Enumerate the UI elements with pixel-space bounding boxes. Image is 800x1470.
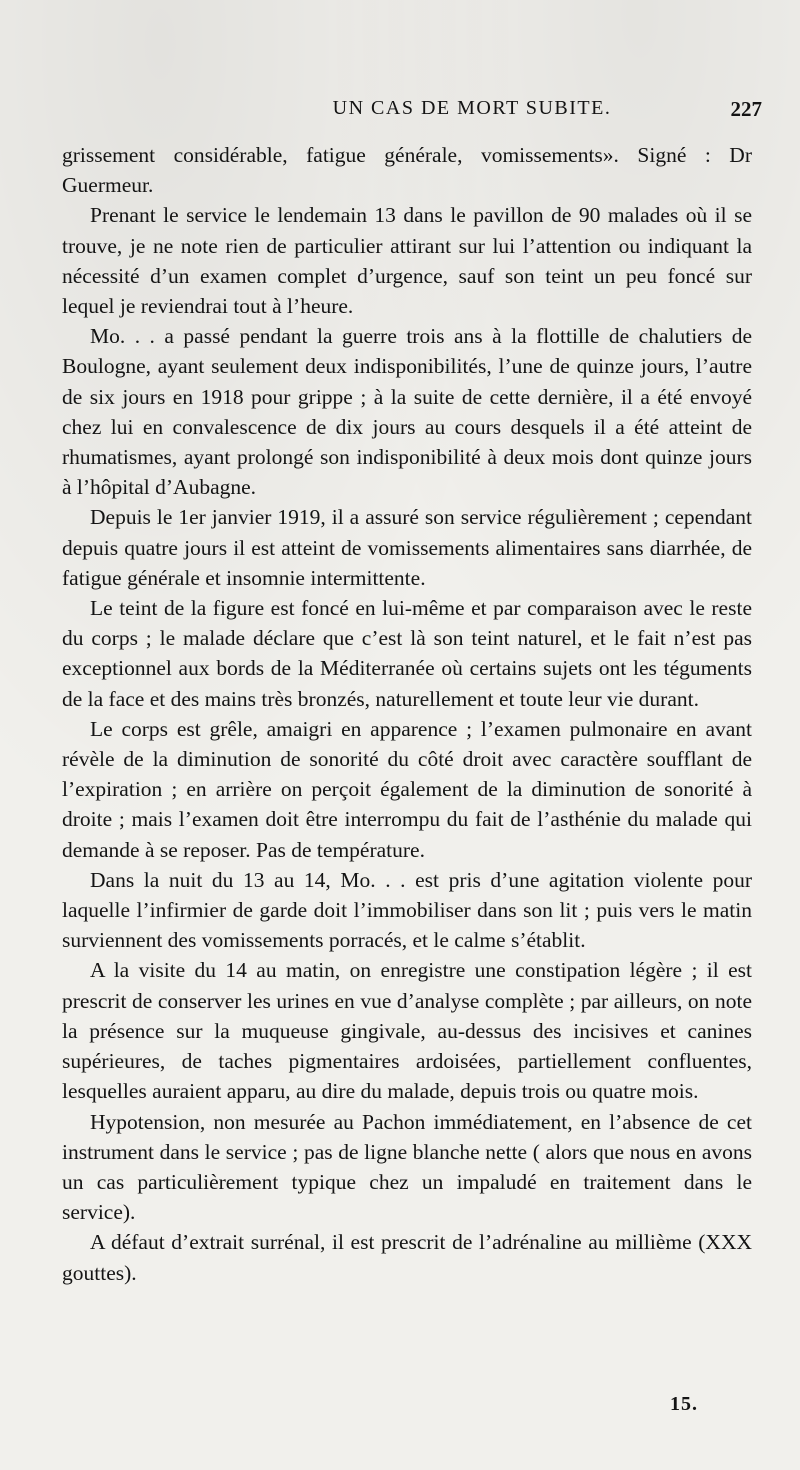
- page-number: 227: [730, 97, 762, 121]
- paragraph-8: A la visite du 14 au matin, on enregistre une constipation légère ; il est prescrit de conserver les urines en vue d’analyse complète ; par ailleurs, on note la présence sur la muqueuse gingivale, au-dessus des incisives et canines supérieures, de taches pigmentaires ardoisées, partiellement confluentes, lesquelles auraient apparu, au dire du malade, depuis trois ou quatre mois.: [62, 958, 752, 1104]
- paragraph-9: Hypotension, non mesurée au Pachon immédiatement, en l’absence de cet instrument dans le service ; pas de ligne blanche nette ( alors que nous en avons un cas particulièrement typique chez un impaludé en traitement dans le service).: [62, 1109, 752, 1225]
- page-header: [62, 97, 762, 127]
- paragraph-6: Le corps est grêle, amaigri en apparence ; l’examen pulmonaire en avant révèle de la diminution de sonorité du côté droit avec caractère soufflant de l’expiration ; en arrière on perçoit également de la diminution de sonorité à droite ; mais l’examen doit être interrompu du fait de l’asthénie du malade qui demande à se reposer. Pas de température.: [62, 716, 752, 862]
- paragraph-3: Mo. . . a passé pendant la guerre trois ans à la flottille de chalutiers de Boulogne, ayant seulement deux indisponibilités, l’une de quinze jours, l’autre de six jours en 1918 pour grippe ; à la suite de cette dernière, il a été envoyé chez lui en convalescence de dix jours au cours desquels il a été atteint de rhumatismes, ayant prolongé son indisponibilité à deux mois dont quinze jours à l’hôpital d’Aubagne.: [62, 324, 752, 500]
- paragraph-4: Depuis le 1er janvier 1919, il a assuré son service régulièrement ; cependant depuis quatre jours il est atteint de vomissements alimentaires sans diarrhée, de fatigue générale et insomnie intermittente.: [62, 505, 752, 590]
- signature-mark: 15.: [670, 1393, 698, 1415]
- running-title: UN CAS DE MORT SUBITE.: [332, 97, 612, 119]
- paragraph-1: grissement considérable, fatigue générale, vomissements». Signé : Dr Guermeur.: [62, 143, 752, 198]
- paragraph-7: Dans la nuit du 13 au 14, Mo. . . est pris d’une agitation violente pour laquelle l’infirmier de garde doit l’immobiliser dans son lit ; puis vers le matin surviennent des vomissements porracés, et le calme s’établit.: [62, 867, 752, 953]
- paragraph-2: Prenant le service le lendemain 13 dans le pavillon de 90 malades où il se trouve, je ne note rien de particulier attirant sur lui l’attention ou indiquant la nécessité d’un examen complet d’urgence, sauf son teint un peu foncé sur lequel je reviendrai tout à l’heure.: [62, 203, 752, 319]
- body-text: [62, 140, 752, 1288]
- paragraph-10: A défaut d’extrait surrénal, il est prescrit de l’adrénaline au millième (XXX gouttes).: [62, 1230, 752, 1285]
- paragraph-5: Le teint de la figure est foncé en lui-même et par comparaison avec le reste du corps ; le malade déclare que c’est là son teint naturel, et le fait n’est pas exceptionnel aux bords de la Méditerranée où certains sujets ont les téguments de la face et des mains très bronzés, naturellement et toute leur vie durant.: [62, 596, 752, 711]
